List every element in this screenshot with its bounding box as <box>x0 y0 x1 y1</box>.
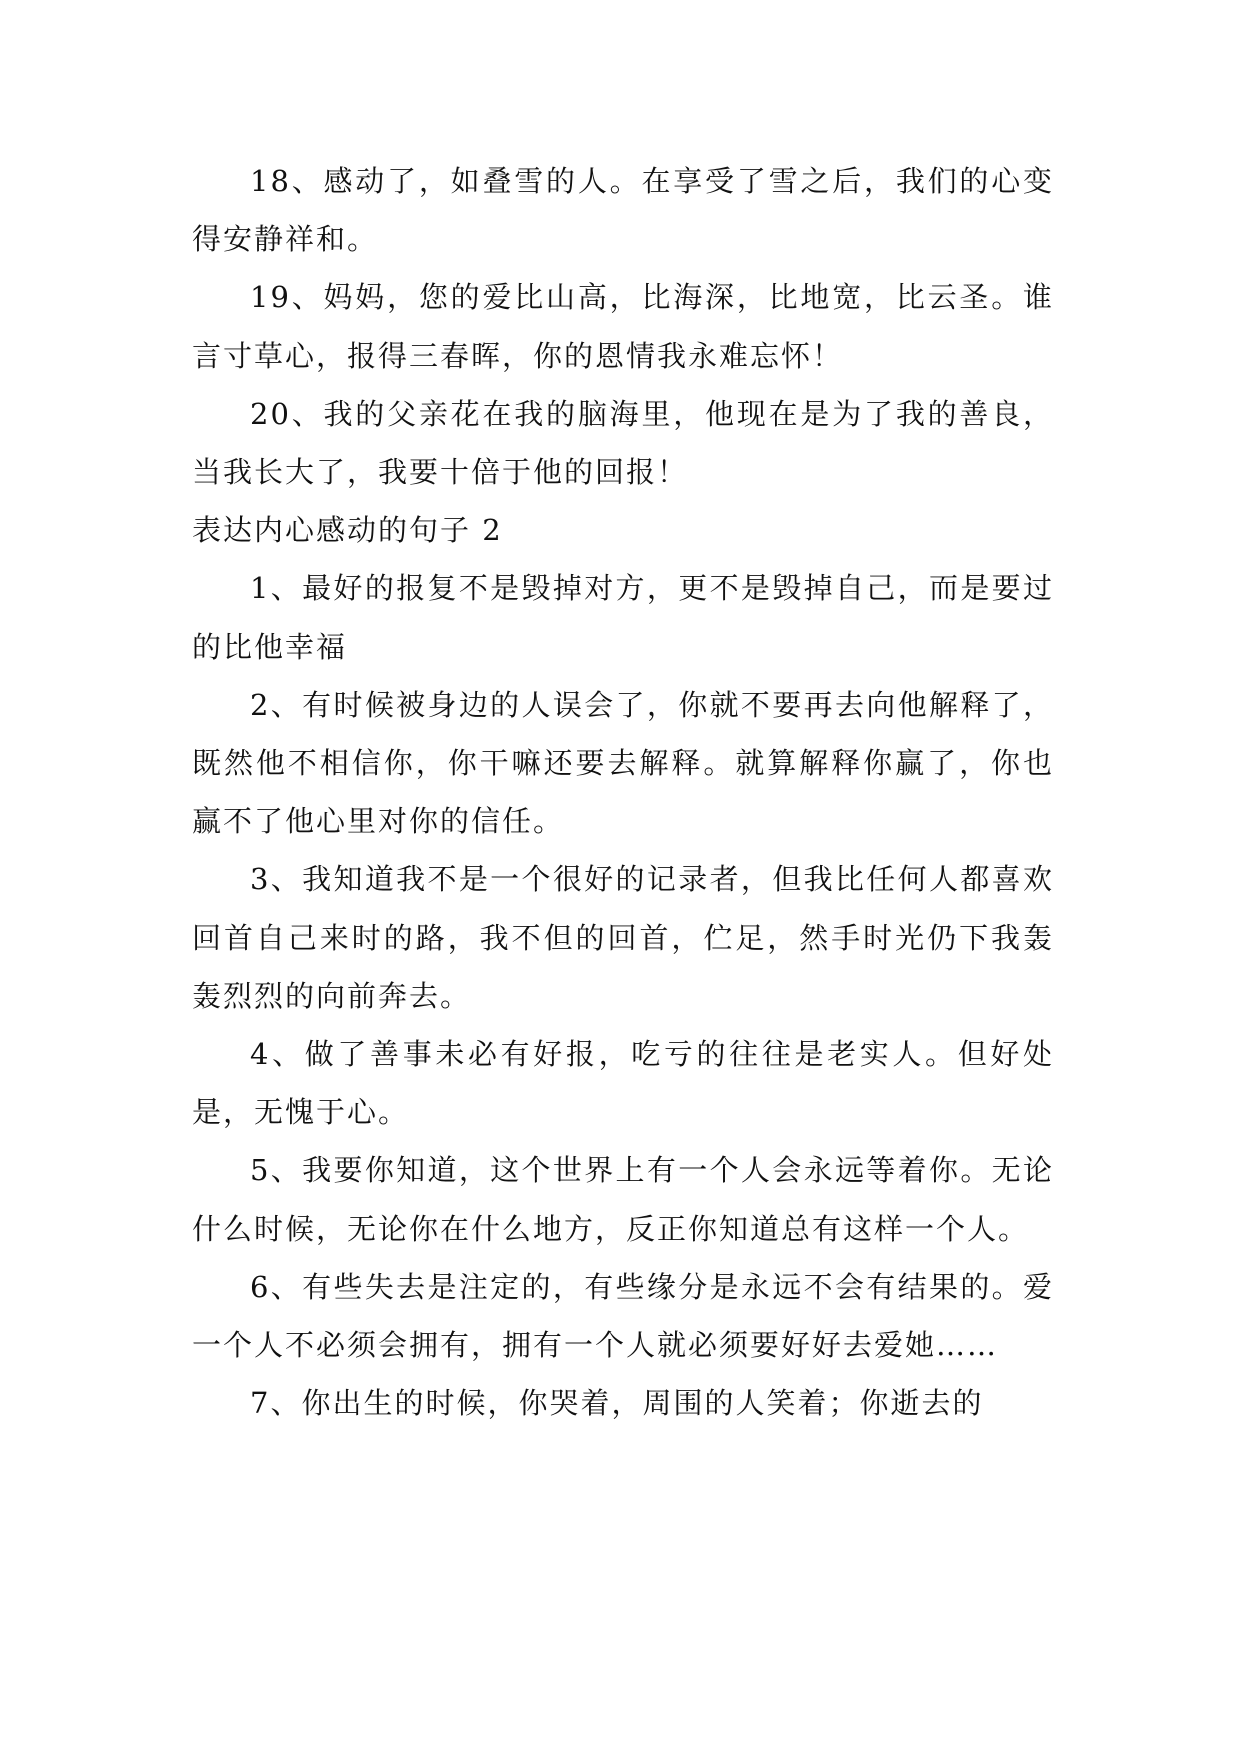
paragraph-5: 5、我要你知道，这个世界上有一个人会永远等着你。无论什么时候，无论你在什么地方，反正你知道总有这样一个人。 <box>192 1153 1054 1246</box>
paragraph-4: 4、做了善事未必有好报，吃亏的往往是老实人。但好处是，无愧于心。 <box>192 1037 1054 1130</box>
paragraph-20: 20、我的父亲花在我的脑海里，他现在是为了我的善良，当我长大了，我要十倍于他的回报！ <box>192 396 1054 490</box>
paragraph-1: 1、最好的报复不是毁掉对方，更不是毁掉自己，而是要过的比他幸福 <box>192 571 1054 664</box>
section-heading: 表达内心感动的句子 2 <box>192 513 503 548</box>
paragraph-19: 19、妈妈，您的爱比山高，比海深，比地宽，比云圣。谁言寸草心，报得三春晖，你的恩情我永难忘怀！ <box>192 280 1054 373</box>
paragraph-2: 2、有时候被身边的人误会了，你就不要再去向他解释了，既然他不相信你，你干嘛还要去解释。就算解释你赢了，你也赢不了他心里对你的信任。 <box>192 687 1054 839</box>
paragraph-7: 7、你出生的时候，你哭着，周围的人笑着；你逝去的 <box>250 1386 984 1421</box>
paragraph-18: 18、感动了，如叠雪的人。在享受了雪之后，我们的心变得安静祥和。 <box>192 164 1054 257</box>
paragraph-3: 3、我知道我不是一个很好的记录者，但我比任何人都喜欢回首自己来时的路，我不但的回首，伫足，然手时光仍下我轰轰烈烈的向前奔去。 <box>192 862 1054 1013</box>
paragraph-6: 6、有些失去是注定的，有些缘分是永远不会有结果的。爱一个人不必须会拥有，拥有一个人就必须要好好去爱她…… <box>192 1269 1054 1363</box>
document-page <box>192 152 1054 1432</box>
